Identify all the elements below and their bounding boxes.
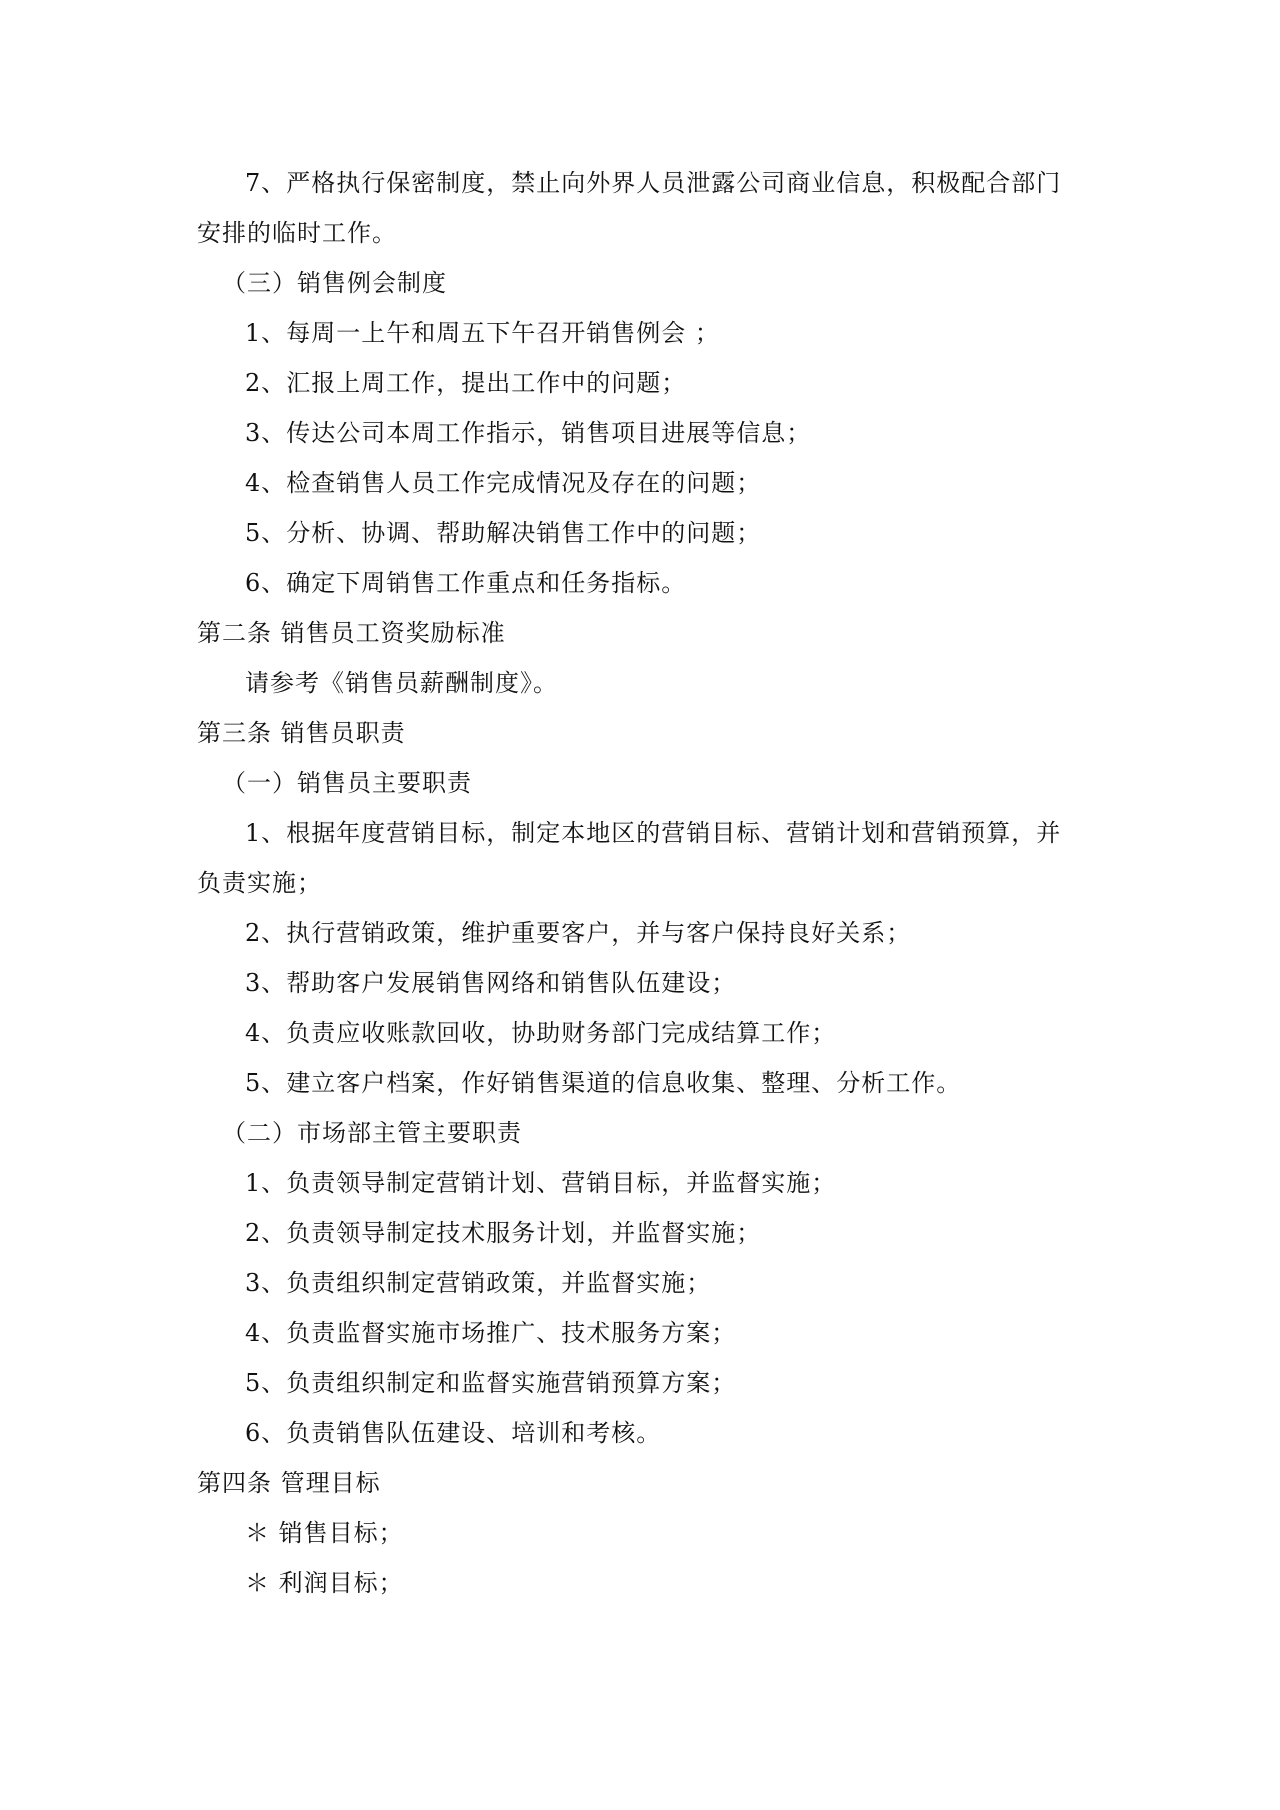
text-line: 4、检查销售人员工作完成情况及存在的问题；: [245, 469, 762, 497]
text-line: 6、确定下周销售工作重点和任务指标。: [245, 569, 687, 597]
text-line: 1、根据年度营销目标，制定本地区的营销目标、营销计划和营销预算，并: [245, 819, 1062, 847]
text-line: 3、帮助客户发展销售网络和销售队伍建设；: [245, 969, 737, 997]
text-line: 负责实施；: [197, 869, 322, 897]
text-line: 7、严格执行保密制度，禁止向外界人员泄露公司商业信息，积极配合部门: [245, 169, 1062, 197]
text-line: 5、负责组织制定和监督实施营销预算方案；: [245, 1369, 737, 1397]
article-heading: 第三条 销售员职责: [197, 719, 406, 747]
text-line: 5、分析、协调、帮助解决销售工作中的问题；: [245, 519, 762, 547]
bullet-line: ＊ 利润目标；: [245, 1569, 404, 1597]
text-line: 2、负责领导制定技术服务计划，并监督实施；: [245, 1219, 762, 1247]
text-line: 6、负责销售队伍建设、培训和考核。: [245, 1419, 662, 1447]
text-line: 5、建立客户档案，作好销售渠道的信息收集、整理、分析工作。: [245, 1069, 962, 1097]
text-line: 2、汇报上周工作，提出工作中的问题；: [245, 369, 687, 397]
text-line: 4、负责监督实施市场推广、技术服务方案；: [245, 1319, 737, 1347]
section-heading: （三）销售例会制度: [222, 269, 447, 297]
text-line: 1、负责领导制定营销计划、营销目标，并监督实施；: [245, 1169, 837, 1197]
article-heading: 第四条 管理目标: [197, 1469, 381, 1497]
section-heading: （二）市场部主管主要职责: [222, 1119, 522, 1147]
section-heading: （一）销售员主要职责: [222, 769, 472, 797]
article-heading: 第二条 销售员工资奖励标准: [197, 619, 506, 647]
text-line: 安排的临时工作。: [197, 219, 397, 247]
text-line: 请参考《销售员薪酬制度》。: [245, 669, 558, 697]
text-line: 1、每周一上午和周五下午召开销售例会 ；: [245, 319, 720, 347]
text-line: 2、执行营销政策，维护重要客户，并与客户保持良好关系；: [245, 919, 912, 947]
text-line: 3、传达公司本周工作指示，销售项目进展等信息；: [245, 419, 812, 447]
text-line: 4、负责应收账款回收，协助财务部门完成结算工作；: [245, 1019, 837, 1047]
text-line: 3、负责组织制定营销政策，并监督实施；: [245, 1269, 712, 1297]
bullet-line: ＊ 销售目标；: [245, 1519, 404, 1547]
